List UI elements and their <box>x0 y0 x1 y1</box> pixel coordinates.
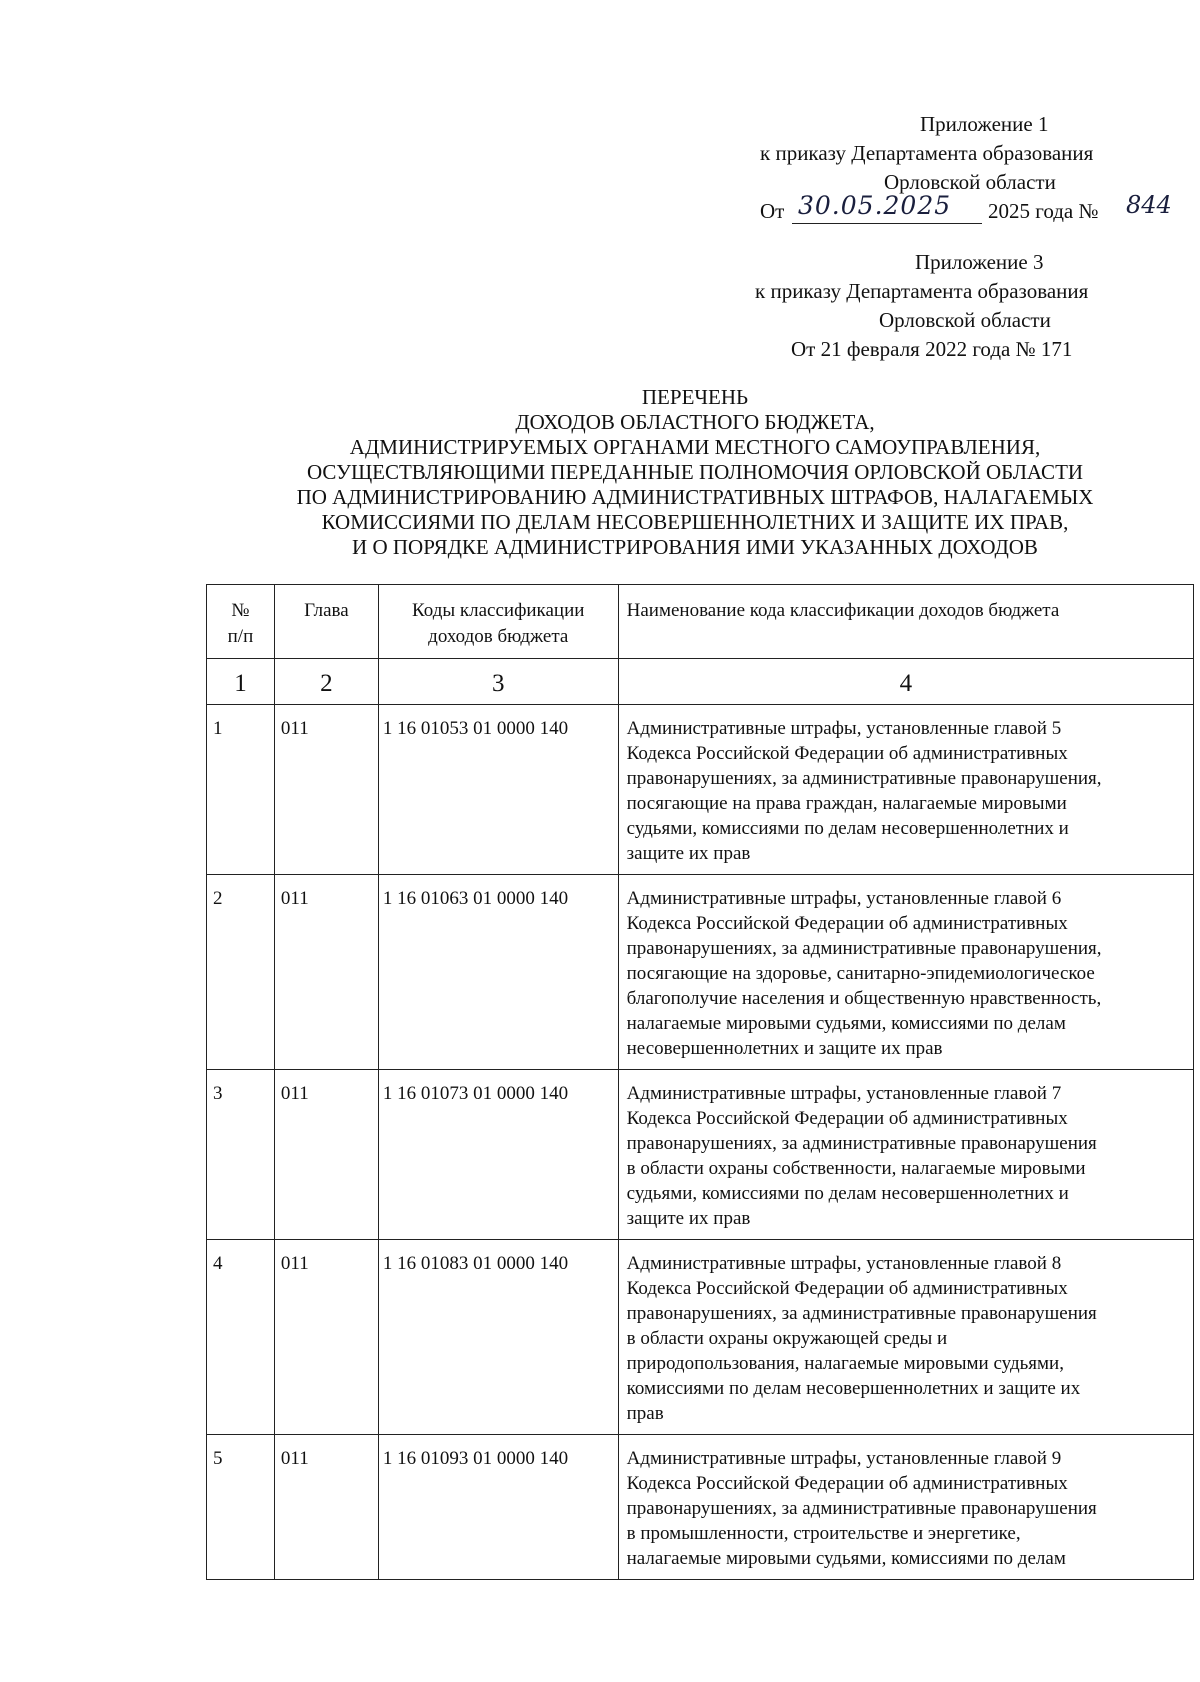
handwritten-number: 844 <box>1126 191 1172 219</box>
title-line: ПЕРЕЧЕНЬ <box>641 385 749 409</box>
header-name: Наименование кода классификации доходов бюджета <box>618 585 1193 659</box>
table-row <box>207 705 1194 875</box>
row-number: 3 <box>207 1070 275 1240</box>
column-number: 3 <box>378 659 618 705</box>
row-chapter: 011 <box>274 705 378 875</box>
header-num: № п/п <box>207 585 275 659</box>
title-line: ДОХОДОВ ОБЛАСТНОГО БЮДЖЕТА, <box>515 410 875 434</box>
header-codes: Коды классификации доходов бюджета <box>378 585 618 659</box>
row-description: Административные штрафы, установленные главой 6 Кодекса Российской Федерации об административных правонарушениях, за административные правонарушения, посягающие на здоровье, санитарно-эпидемиологическое благополучие населения и общественную нравственность, налагаемые мировыми судьями, комиссиями по делам несовершеннолетних и защите их прав <box>618 875 1193 1070</box>
row-description: Административные штрафы, установленные главой 9 Кодекса Российской Федерации об административных правонарушениях, за административные правонарушения в промышленности, строительстве и энергетике, налагаемые мировыми судьями, комиссиями по делам <box>618 1435 1193 1580</box>
title-line: КОМИССИЯМИ ПО ДЕЛАМ НЕСОВЕРШЕННОЛЕТНИХ И ЗАЩИТЕ ИХ ПРАВ, <box>321 510 1069 534</box>
row-code: 1 16 01093 01 0000 140 <box>378 1435 618 1580</box>
row-chapter: 011 <box>274 1070 378 1240</box>
appendix1-region: Орловской области <box>884 170 1056 194</box>
table-row <box>207 1070 1194 1240</box>
row-description: Административные штрафы, установленные главой 7 Кодекса Российской Федерации об административных правонарушениях, за административные правонарушения в области охраны собственности, налагаемые мировыми судьями, комиссиями по делам несовершеннолетних и защите их прав <box>618 1070 1193 1240</box>
year-number-label: 2025 года № <box>988 199 1099 223</box>
title-line: И О ПОРЯДКЕ АДМИНИСТРИРОВАНИЯ ИМИ УКАЗАННЫХ ДОХОДОВ <box>352 535 1038 559</box>
column-number: 1 <box>207 659 275 705</box>
appendix3-order-ref: к приказу Департамента образования <box>755 279 1089 303</box>
title-line: ОСУЩЕСТВЛЯЮЩИМИ ПЕРЕДАННЫЕ ПОЛНОМОЧИЯ ОРЛОВСКОЙ ОБЛАСТИ <box>306 460 1084 484</box>
row-description: Административные штрафы, установленные главой 5 Кодекса Российской Федерации об административных правонарушениях, за административные правонарушения, посягающие на права граждан, налагаемые мировыми судьями, комиссиями по делам несовершеннолетних и защите их прав <box>618 705 1193 875</box>
date-prefix: От <box>760 199 785 223</box>
table-row <box>207 875 1194 1070</box>
title-line: АДМИНИСТРИРУЕМЫХ ОРГАНАМИ МЕСТНОГО САМОУПРАВЛЕНИЯ, <box>349 435 1041 459</box>
table-row <box>207 1240 1194 1435</box>
row-code: 1 16 01073 01 0000 140 <box>378 1070 618 1240</box>
header-chapter: Глава <box>274 585 378 659</box>
handwritten-date: 30.05.2025 <box>798 191 952 220</box>
appendix1-order-ref: к приказу Департамента образования <box>760 141 1094 165</box>
appendix3-date: От 21 февраля 2022 года № 171 <box>791 337 1073 361</box>
row-number: 2 <box>207 875 275 1070</box>
column-number: 4 <box>618 659 1193 705</box>
table-row <box>207 1435 1194 1580</box>
appendix1-title: Приложение 1 <box>920 112 1049 136</box>
row-description: Административные штрафы, установленные главой 8 Кодекса Российской Федерации об административных правонарушениях, за административные правонарушения в области охраны окружающей среды и природопользования, налагаемые мировыми судьями, комиссиями по делам несовершеннолетних и защите их прав <box>618 1240 1193 1435</box>
appendix3-block <box>755 248 1175 364</box>
row-code: 1 16 01053 01 0000 140 <box>378 705 618 875</box>
revenue-table <box>206 584 1194 1580</box>
document-title <box>195 385 1195 560</box>
row-number: 5 <box>207 1435 275 1580</box>
appendix1-date-line <box>760 191 1180 227</box>
row-chapter: 011 <box>274 1435 378 1580</box>
row-chapter: 011 <box>274 1240 378 1435</box>
row-number: 1 <box>207 705 275 875</box>
appendix3-title: Приложение 3 <box>915 250 1044 274</box>
row-chapter: 011 <box>274 875 378 1070</box>
row-number: 4 <box>207 1240 275 1435</box>
column-number-row <box>207 659 1194 705</box>
column-number: 2 <box>274 659 378 705</box>
appendix1-block <box>760 110 1180 227</box>
row-code: 1 16 01083 01 0000 140 <box>378 1240 618 1435</box>
appendix3-region: Орловской области <box>879 308 1051 332</box>
title-line: ПО АДМИНИСТРИРОВАНИЮ АДМИНИСТРАТИВНЫХ ШТРАФОВ, НАЛАГАЕМЫХ <box>296 485 1094 509</box>
date-underline <box>792 223 982 224</box>
table-header-row <box>207 585 1194 659</box>
row-code: 1 16 01063 01 0000 140 <box>378 875 618 1070</box>
